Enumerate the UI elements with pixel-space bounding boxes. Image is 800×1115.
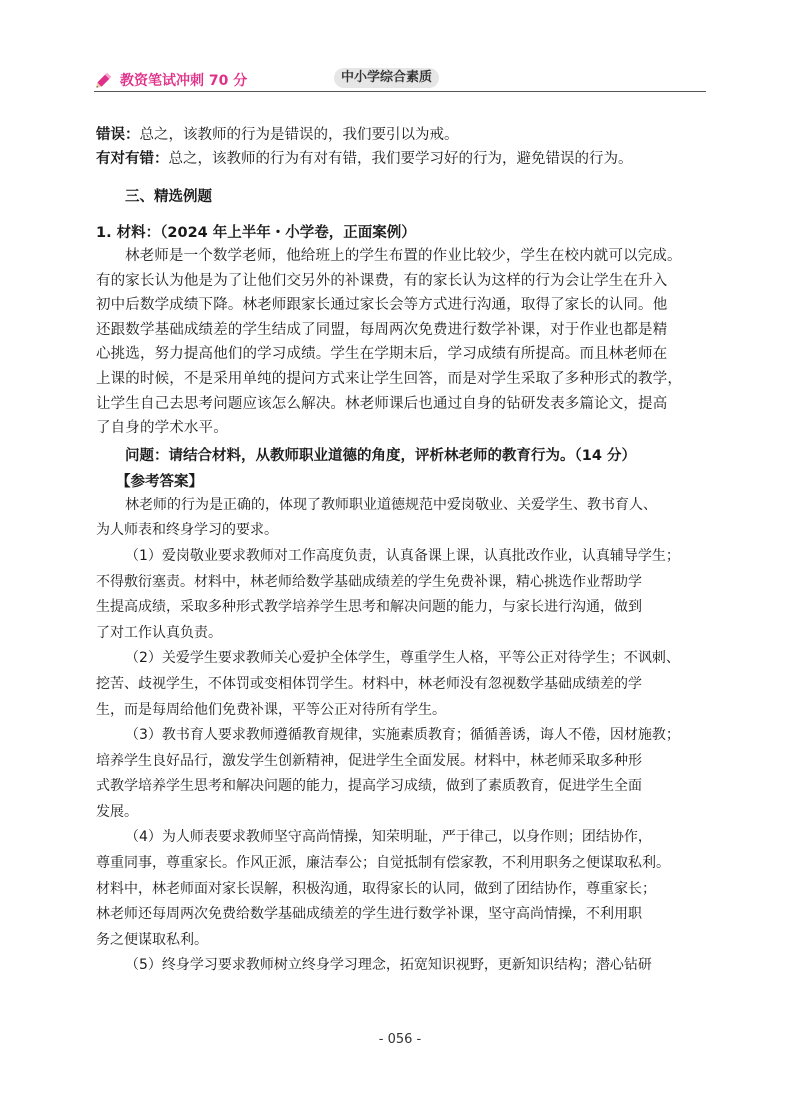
answer-label: 【参考答案】: [116, 473, 203, 490]
answer-line: 林老师还每周两次免费给数学基础成绩差的学生进行数学补课，坚守高尚情操，不利用职: [96, 906, 642, 923]
answer-text: [96, 493, 708, 979]
material-line: 还跟数学基础成绩差的学生结成了同盟，每周两次免费进行数学补课，对于作业也都是精: [96, 321, 668, 338]
material-line: 有的家长认为他是为了让他们交另外的补课费，有的家长认为这样的行为会让学生在升入: [96, 272, 668, 289]
mixed-summary: [96, 148, 708, 170]
page-content: [96, 124, 708, 979]
answer-line: 式教学培养学生思考和解决问题的能力，提高学习成绩，做到了素质教育，促进学生全面: [96, 778, 642, 795]
answer-line: （1）爱岗敬业要求教师对工作高度负责，认真备课上课，认真批改作业，认真辅导学生；: [125, 547, 680, 564]
question-prompt: 问题：请结合材料，从教师职业道德的角度，评析林老师的教育行为。（14 分）: [125, 447, 636, 464]
pencil-icon: [94, 68, 116, 90]
answer-line: 务之便谋取私利。: [96, 931, 208, 948]
answer-line: 林老师的行为是正确的，体现了教师职业道德规范中爱岗敬业、关爱学生、教书育人、: [125, 496, 657, 513]
page-number: - 056 -: [378, 1032, 422, 1047]
mixed-text: 总之，该教师的行为有对有错，我们要学习好的行为，避免错误的行为。: [168, 151, 633, 167]
answer-line: （3）教书育人要求教师遵循教育规律，实施素质教育；循循善诱，诲人不倦，因材施教；: [125, 727, 680, 744]
answer-line: 挖苦、歧视学生，不体罚或变相体罚学生。材料中，林老师没有忽视数学基础成绩差的学: [96, 675, 642, 692]
answer-line: 生提高成绩，采取多种形式教学培养学生思考和解决问题的能力，与家长进行沟通，做到: [96, 599, 642, 616]
wrong-label: 错误：: [96, 127, 140, 143]
material-line: 心挑选，努力提高他们的学习成绩。学生在学期末后，学习成绩有所提高。而且林老师在: [96, 346, 668, 363]
answer-line: 了对工作认真负责。: [96, 624, 222, 641]
answer-line: 不得敷衍塞责。材料中，林老师给数学基础成绩差的学生免费补课，精心挑选作业帮助学: [96, 573, 642, 590]
answer-line: 生，而是每周给他们免费补课，平等公正对待所有学生。: [96, 701, 446, 718]
header-rule: [94, 91, 706, 92]
answer-line: 发展。: [96, 803, 138, 820]
section-title: 三、精选例题: [125, 189, 212, 205]
material-line: 让学生自己去思考问题应该怎么解决。林老师课后也通过自身的钻研发表多篇论文，提高: [96, 395, 668, 412]
wrong-summary: [96, 124, 708, 146]
answer-line: （5）终身学习要求教师树立终身学习理念，拓宽知识视野，更新知识结构；潜心钻研: [125, 957, 652, 974]
answer-line: 材料中，林老师面对家长误解，积极沟通，取得家长的认同，做到了团结协作，尊重家长；: [96, 880, 656, 897]
answer-line: 为人师表和终身学习的要求。: [96, 522, 278, 539]
answer-line: （2）关爱学生要求教师关心爱护全体学生，尊重学生人格，平等公正对待学生；不讽刺、: [125, 650, 680, 667]
wrong-text: 总之，该教师的行为是错误的，我们要引以为戒。: [139, 127, 459, 143]
answer-line: 培养学生良好品行，激发学生创新精神，促进学生全面发展。材料中，林老师采取多种形: [96, 752, 642, 769]
question-heading: 1. 材料：（2024 年上半年・小学卷，正面案例）: [96, 225, 416, 241]
material-line: 上课的时候，不是采用单纯的提问方式来让学生回答，而是对学生采取了多种形式的教学，: [96, 370, 682, 387]
answer-line: 尊重同事，尊重家长。作风正派，廉洁奉公；自觉抵制有偿家教，不利用职务之便谋取私利。: [96, 855, 670, 872]
page-header: [94, 66, 706, 92]
subject-tag: 中小学综合素质: [334, 68, 439, 88]
material-line: 初中后数学成绩下降。林老师跟家长通过家长会等方式进行沟通，取得了家长的认同。他: [96, 297, 668, 314]
material-line: 了自身的学术水平。: [96, 420, 228, 437]
answer-line: （4）为人师表要求教师坚守高尚情操，知荣明耻，严于律己，以身作则；团结协作，: [125, 829, 652, 846]
mixed-label: 有对有错：: [96, 151, 169, 167]
material-text: [96, 244, 708, 441]
book-title: 教资笔试冲刺 70 分: [120, 73, 248, 89]
material-line: 林老师是一个数学老师，他给班上的学生布置的作业比较少，学生在校内就可以完成。: [125, 248, 682, 264]
